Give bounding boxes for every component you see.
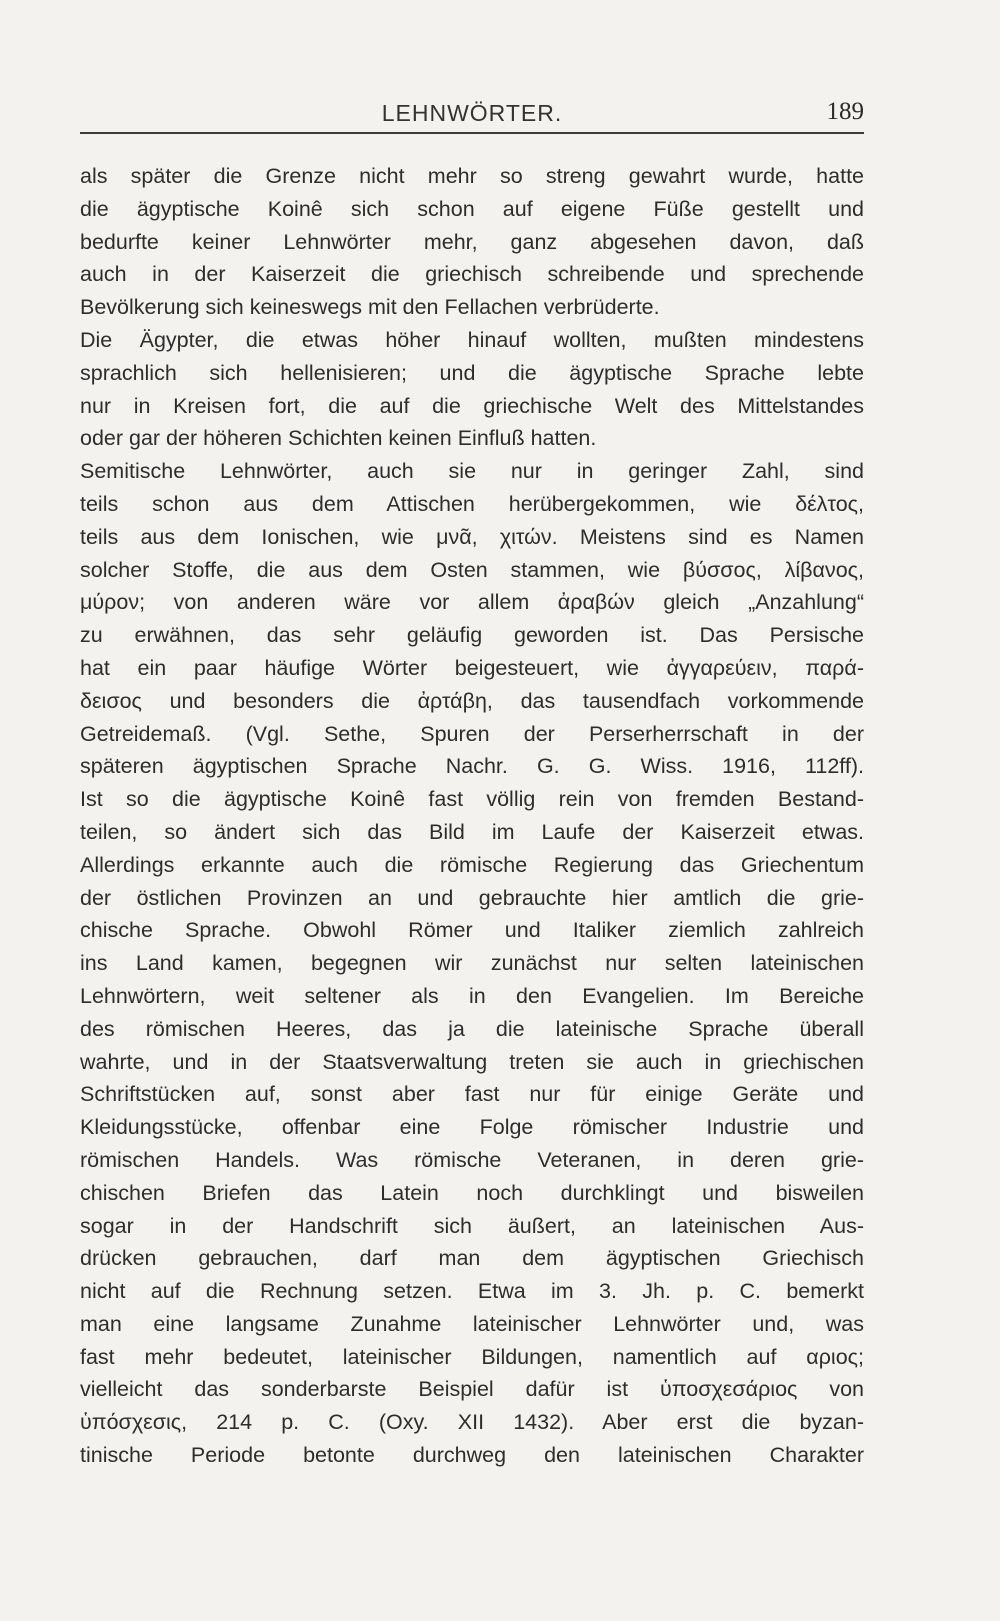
- text-line: chische Sprache. Obwohl Römer und Italiker ziemlich zahlreich: [80, 918, 864, 943]
- text-line: römischen Handels. Was römische Veteranen, in deren grie-: [80, 1147, 864, 1172]
- text-line: Getreidemaß. (Vgl. Sethe, Spuren der Perserherrschaft in der: [80, 721, 864, 746]
- text-line: Allerdings erkannte auch die römische Regierung das Griechentum: [80, 852, 864, 877]
- text-line: chischen Briefen das Latein noch durchklingt und bisweilen: [80, 1180, 864, 1205]
- page-number: 189: [826, 98, 864, 125]
- text-line: späteren ägyptischen Sprache Nachr. G. G. Wiss. 1916, 112ff).: [80, 754, 864, 779]
- text-line: zu erwähnen, das sehr geläufig geworden ist. Das Persische: [80, 623, 864, 648]
- text-line: des römischen Heeres, das ja die lateinische Sprache überall: [80, 1016, 864, 1041]
- text-line: Kleidungsstücke, offenbar eine Folge römischer Industrie und: [80, 1115, 864, 1140]
- text-line: sogar in der Handschrift sich äußert, an lateinischen Aus-: [80, 1213, 864, 1238]
- text-line: solcher Stoffe, die aus dem Osten stammen, wie βύσσος, λίβανος,: [80, 557, 864, 582]
- text-line: Bevölkerung sich keineswegs mit den Fellachen verbrüderte.: [80, 295, 660, 320]
- text-line: nur in Kreisen fort, die auf die griechische Welt des Mittelstandes: [80, 393, 864, 418]
- text-line: sprachlich sich hellenisieren; und die ägyptische Sprache lebte: [80, 360, 864, 385]
- text-line: Semitische Lehnwörter, auch sie nur in geringer Zahl, sind: [80, 459, 864, 484]
- text-line: der östlichen Provinzen an und gebrauchte hier amtlich die grie-: [80, 885, 864, 910]
- text-line: oder gar der höheren Schichten keinen Einfluß hatten.: [80, 426, 597, 451]
- text-line: Die Ägypter, die etwas höher hinauf wollten, mußten mindestens: [80, 327, 864, 352]
- text-line: tinische Periode betonte durchweg den lateinischen Charakter: [80, 1443, 864, 1468]
- body-text: [80, 160, 864, 1472]
- text-line: als später die Grenze nicht mehr so streng gewahrt wurde, hatte: [80, 164, 864, 188]
- text-line: Ist so die ägyptische Koinê fast völlig rein von fremden Bestand-: [80, 787, 864, 812]
- text-line: vielleicht das sonderbarste Beispiel dafür ist ὑποσχεσάριος von: [80, 1377, 864, 1402]
- header-rule: [80, 132, 864, 134]
- text-line: auch in der Kaiserzeit die griechisch schreibende und sprechende: [80, 262, 864, 287]
- text-line: ὑπόσχεσις, 214 p. C. (Oxy. XII 1432). Aber erst die byzan-: [80, 1410, 864, 1435]
- text-line: ins Land kamen, begegnen wir zunächst nur selten lateinischen: [80, 951, 864, 976]
- text-line: teils aus dem Ionischen, wie μνᾶ, χιτών. Meistens sind es Namen: [80, 524, 864, 549]
- text-line: Schriftstücken auf, sonst aber fast nur für einige Geräte und: [80, 1082, 864, 1107]
- text-line: fast mehr bedeutet, lateinischer Bildungen, namentlich auf αριος;: [80, 1344, 864, 1369]
- text-line: teils schon aus dem Attischen herübergekommen, wie δέλτος,: [80, 491, 864, 516]
- text-line: nicht auf die Rechnung setzen. Etwa im 3. Jh. p. C. bemerkt: [80, 1279, 864, 1304]
- text-line: Lehnwörtern, weit seltener als in den Evangelien. Im Bereiche: [80, 983, 864, 1008]
- text-line: wahrte, und in der Staatsverwaltung treten sie auch in griechischen: [80, 1049, 864, 1074]
- text-line: μύρον; von anderen wäre vor allem ἀραβών gleich „Anzahlung“: [80, 590, 864, 615]
- text-line: δεισος und besonders die ἀρτάβη, das tausendfach vorkommende: [80, 688, 864, 713]
- running-head: [80, 98, 864, 132]
- text-line: bedurfte keiner Lehnwörter mehr, ganz abgesehen davon, daß: [80, 229, 864, 254]
- text-line: die ägyptische Koinê sich schon auf eigene Füße gestellt und: [80, 196, 864, 221]
- text-line: man eine langsame Zunahme lateinischer Lehnwörter und, was: [80, 1311, 864, 1336]
- running-title: LEHNWÖRTER.: [381, 100, 563, 126]
- text-line: drücken gebrauchen, darf man dem ägyptischen Griechisch: [80, 1246, 864, 1271]
- text-line: hat ein paar häufige Wörter beigesteuert, wie ἀγγαρεύειν, παρά-: [80, 655, 864, 680]
- text-line: teilen, so ändert sich das Bild im Laufe der Kaiserzeit etwas.: [80, 819, 864, 844]
